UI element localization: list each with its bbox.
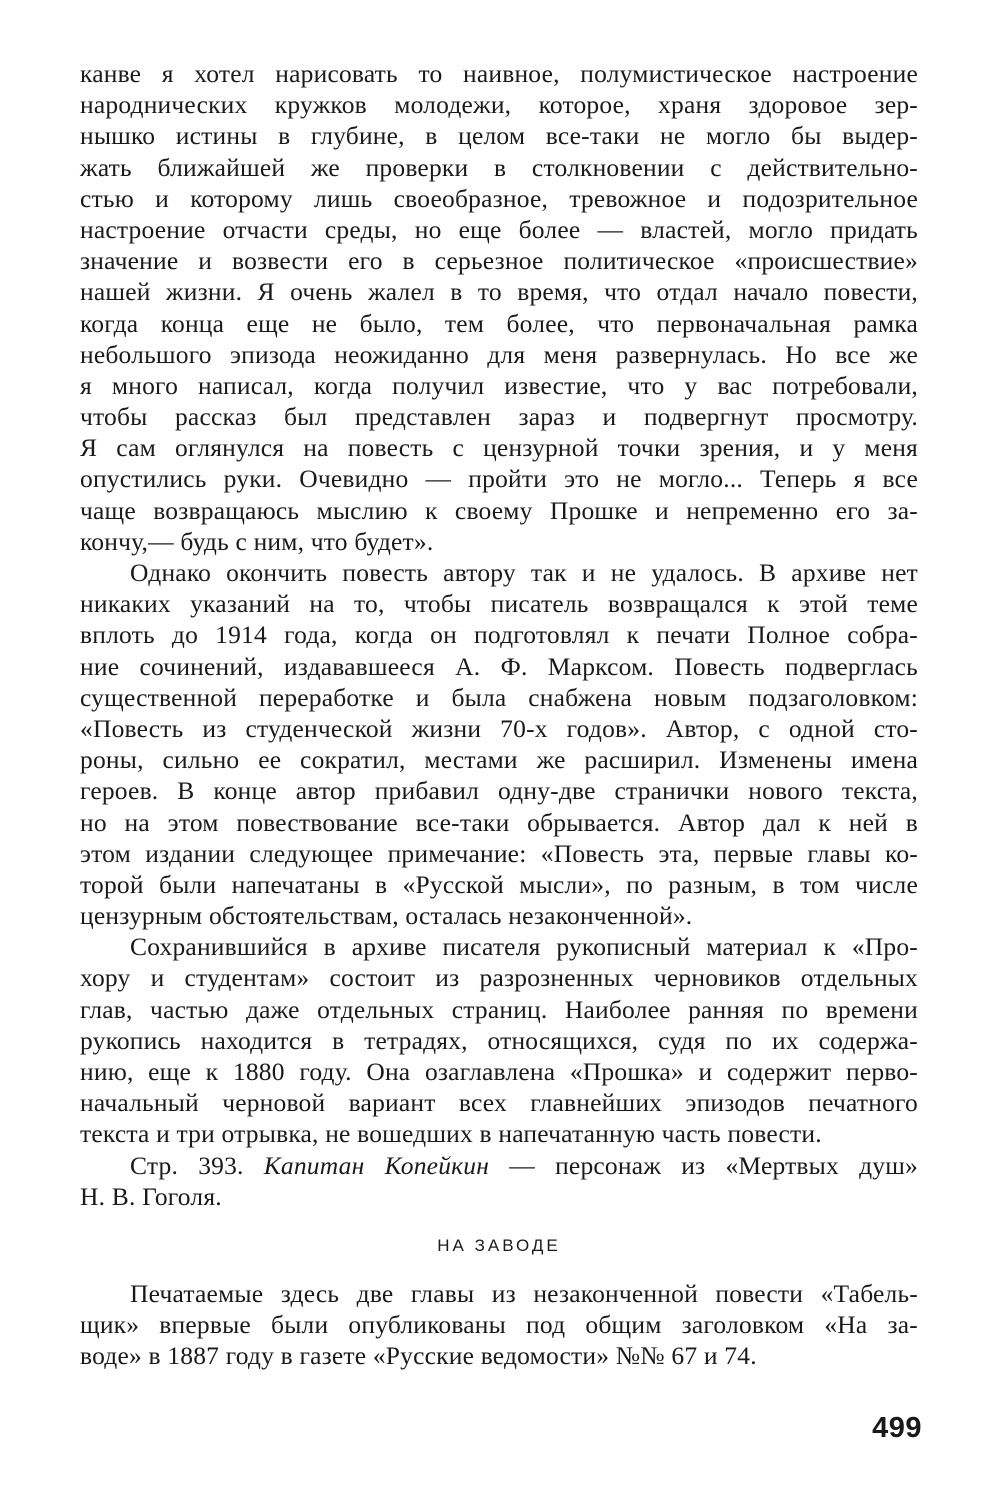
text-line: текста и три отрывка, не вошедших в напечатанную часть повести. (80, 1119, 822, 1149)
text-line: хору и студентам» состоит из разрозненных черновиков отдельных (80, 963, 918, 993)
note-prefix: Стр. 393. (130, 1150, 264, 1180)
text-line: Сохранившийся в архиве писателя рукописный материал к «Про- (130, 932, 918, 962)
text-line: народнических кружков молодежи, которое, храня здоровое зер- (80, 90, 918, 120)
text-line: но на этом повествование все-таки обрывается. Автор дал к ней в (80, 807, 918, 837)
text-line: этом издании следующее примечание: «Повесть эта, первые главы ко- (80, 838, 918, 868)
text-line: воде» в 1887 году в газете «Русские ведомости» №№ 67 и 74. (80, 1341, 757, 1371)
text-line: Я сам оглянулся на повесть с цензурной точки зрения, и у меня (80, 433, 918, 463)
text-line: глав, частью даже отдельных страниц. Наиболее ранняя по времени (80, 994, 918, 1024)
body-text (80, 58, 918, 1372)
text-line: Печатаемые здесь две главы из незаконченной повести «Табель- (130, 1278, 918, 1308)
note-line-1 (80, 1150, 918, 1181)
text-line: вплоть до 1914 года, когда он подготовлял к печати Полное собра- (80, 620, 918, 650)
page-number: 499 (872, 1412, 922, 1444)
text-line: нию, еще к 1880 году. Она озаглавлена «Прошка» и содержит перво- (80, 1057, 918, 1086)
text-line: я много написал, когда получил известие, что у вас потребовали, (80, 370, 918, 400)
note-kapitan-kopeikin (80, 1150, 918, 1212)
paragraph-unfinished-story (80, 557, 918, 931)
text-line: начальный черновой вариант всех главнейших эпизодов печатного (80, 1088, 918, 1118)
text-line: нышко истины в глубине, в целом все-таки не могло бы выдер- (80, 121, 918, 151)
text-line: чтобы рассказ был представлен зараз и подвергнут просмотру. (80, 402, 918, 432)
text-line: стью и которому лишь своеобразное, тревожное и подозрительное (80, 183, 918, 213)
paragraph-na-zavode (80, 1278, 918, 1372)
text-line: жать ближайшей же проверки в столкновении с действительно- (80, 152, 918, 182)
section-heading: НА ЗАВОДЕ (437, 1235, 561, 1255)
note-line-2: Н. В. Гоголя. (80, 1181, 222, 1211)
note-italic-name: Капитан Копейкин (263, 1150, 490, 1180)
text-line: никаких указаний на то, чтобы писатель возвращался к этой теме (80, 589, 918, 619)
text-line: героев. В конце автор прибавил одну-две странички нового текста, (80, 776, 918, 806)
text-line: существенной переработке и была снабжена новым подзаголовком: (80, 682, 918, 712)
text-line: ние сочинений, издававшееся А. Ф. Марксом. Повесть подверглась (80, 651, 918, 681)
text-line: настроение отчасти среды, но еще более — властей, могло придать (80, 214, 918, 244)
text-line: роны, сильно ее сократил, местами же расширил. Изменены имена (80, 745, 918, 775)
text-line: значение и возвести его в серьезное политическое «происшествие» (80, 246, 918, 276)
text-line: чаще возвращаюсь мыслию к своему Прошке и непременно его за- (80, 495, 918, 525)
text-line: щик» впервые были опубликованы под общим заголовком «На за- (80, 1310, 918, 1340)
text-line: небольшого эпизода неожиданно для меня развернулась. Но все же (80, 339, 918, 369)
paragraph-archive-material (80, 931, 918, 1149)
text-line: рукопись находится в тетрадях, относящихся, судя по их содержа- (80, 1025, 918, 1055)
text-line: Однако окончить повесть автору так и не удалось. В архиве нет (130, 558, 918, 587)
text-line: канве я хотел нарисовать то наивное, полумистическое настроение (80, 59, 918, 88)
text-line: кончу,— будь с ним, что будет». (80, 526, 434, 556)
note-rest: — персонаж из «Мертвых душ» (489, 1150, 918, 1180)
text-line: когда конца еще не было, тем более, что первоначальная рамка (80, 308, 918, 338)
paragraph-letter-quote (80, 58, 918, 557)
text-line: цензурным обстоятельствам, осталась незаконченной». (80, 901, 693, 931)
text-line: торой были напечатаны в «Русской мысли», по разным, в том числе (80, 869, 918, 899)
text-line: опустились руки. Очевидно — пройти это не могло... Теперь я все (80, 464, 918, 494)
text-line: нашей жизни. Я очень жалел в то время, что отдал начало повести, (80, 277, 918, 307)
text-line: «Повесть из студенческой жизни 70-х годов». Автор, с одной сто- (80, 713, 918, 743)
